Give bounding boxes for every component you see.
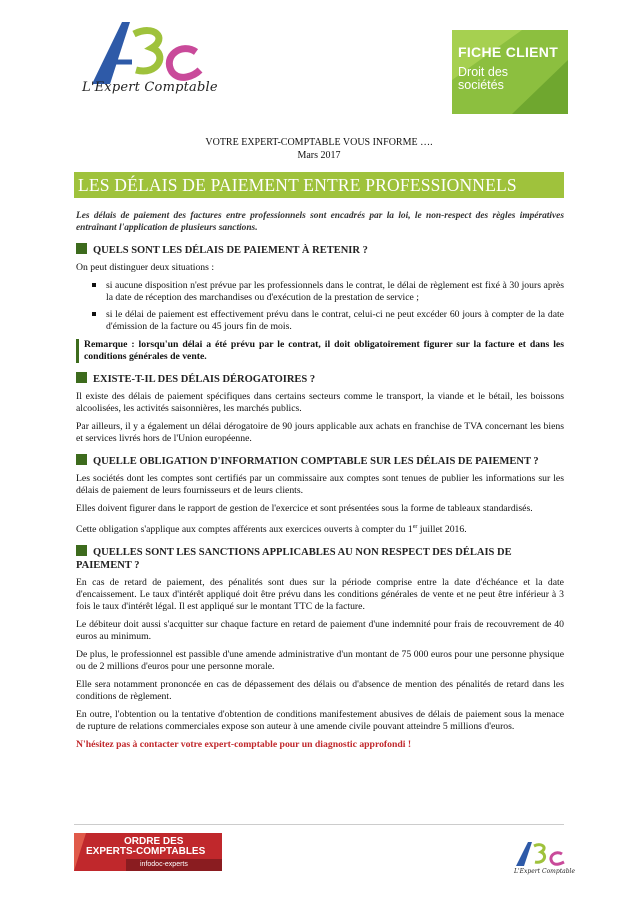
remark-box: Remarque : lorsqu'un délai a été prévu par le contrat, il doit obligatoirement figurer sur la facture et dans les conditions générales de vente. [76,339,564,363]
section-heading: QUELS SONT LES DÉLAIS DE PAIEMENT À RETENIR ? [76,243,564,257]
paragraph: Le débiteur doit aussi s'acquitter sur chaque facture en retard de paiement d'une indemnité pour frais de recouvrement de 40 euros au minimum. [76,619,564,643]
call-to-action: N'hésitez pas à contacter votre expert-comptable pour un diagnostic approfondi ! [76,739,412,751]
paragraph: Les sociétés dont les comptes sont certifiés par un commissaire aux comptes sont tenues de publier les informations sur les délais de paiement de leurs fournisseurs et de leurs clients. [76,473,564,496]
oec-logo-text: ORDRE DES EXPERTS-COMPTABLES [86,836,206,857]
paragraph: Il existe des délais de paiement spécifiques dans certains secteurs comme le transport, la viande et le bétail, les boissons alcoolisées, les activités saisonnières, les marchés publics. [76,391,564,414]
paragraph: On peut distinguer deux situations : [76,262,215,273]
paragraph: De plus, le professionnel est passible d'une amende administrative d'un montant de 75 000 euros pour une personne physique ou de 2 millions d'euros pour une personne morale. [76,649,564,673]
a3c-logo [72,14,212,110]
paragraph: Elles doivent figurer dans le rapport de gestion de l'exercice et sont présentées sous la forme de tableaux standardisés. [76,503,533,514]
date: Mars 2017 [297,150,341,161]
paragraph: Par ailleurs, il y a également un délai dérogatoire de 90 jours applicable aux achats en franchise de TVA concernant les biens et services livrés hors de l'Union européenne. [76,421,564,444]
list-item: si le délai de paiement est effectivement prévu dans le contrat, celui-ci ne peut excéder 60 jours à compter de la date d'émission de la facture ou 45 jours fin de mois. [106,309,564,332]
document-body [76,210,564,757]
square-bullet-icon [76,243,87,254]
bullet-list [76,280,564,333]
inform-header [0,136,638,162]
square-bullet-icon [76,372,87,383]
square-bullet-icon [76,545,87,556]
logo-caption: L'Expert Comptable [82,80,218,95]
section-heading: QUELLE OBLIGATION D'INFORMATION COMPTABLE SUR LES DÉLAIS DE PAIEMENT ? [76,454,564,468]
paragraph: Cette obligation s'applique aux comptes afférents aux exercices ouverts à compter du 1er juillet 2016. [76,524,467,536]
intro-paragraph: Les délais de paiement des factures entre professionnels sont encadrés par la loi, le non-respect des règles impératives entraînant l'application de plusieurs sanctions. [76,211,564,233]
oec-logo-subtext: infodoc-experts [140,861,188,868]
section-heading: EXISTE-T-IL DES DÉLAIS DÉROGATOIRES ? [76,372,564,386]
footer-logo-caption: L'Expert Comptable [514,868,576,875]
paragraph: En cas de retard de paiement, des pénalités sont dues sur la période comprise entre la date d'échéance et la date d'encaissement. Le taux d'intérêt appliqué doit être prévu dans les conditions générales de vente et ne peut être inférieur à 3 fois le taux d'intérêt légal. Il est appliqué sur le montant TTC de la facture. [76,577,564,613]
list-item: si aucune disposition n'est prévue par les professionnels dans le contrat, le délai de règlement est fixé à 30 jours après la date de réception des marchandises ou d'exécution de la prestation de service ; [106,280,564,303]
section-heading: QUELLES SONT LES SANCTIONS APPLICABLES AU NON RESPECT DES DÉLAIS DE PAIEMENT ? [76,547,512,572]
a3c-footer-logo [508,838,576,875]
fiche-title: FICHE CLIENT [458,44,559,60]
paragraph: Elle sera notamment prononcée en cas de dépassement des délais ou d'absence de mention des pénalités de retard dans les conditions de règlement. [76,679,564,703]
fiche-subtitle: Droit des sociétés [458,65,509,92]
paragraph: En outre, l'obtention ou la tentative d'obtention de conditions manifestement abusives de délais de paiement sous la menace de rupture de relations commerciales expose son auteur à une amende civile pouvant atteindre 5 millions d'euros. [76,709,564,733]
square-bullet-icon [76,454,87,465]
footer-divider [74,824,564,825]
inform-line: VOTRE EXPERT-COMPTABLE VOUS INFORME …. [205,137,433,148]
page-title: LES DÉLAIS DE PAIEMENT ENTRE PROFESSIONNELS [78,175,517,195]
